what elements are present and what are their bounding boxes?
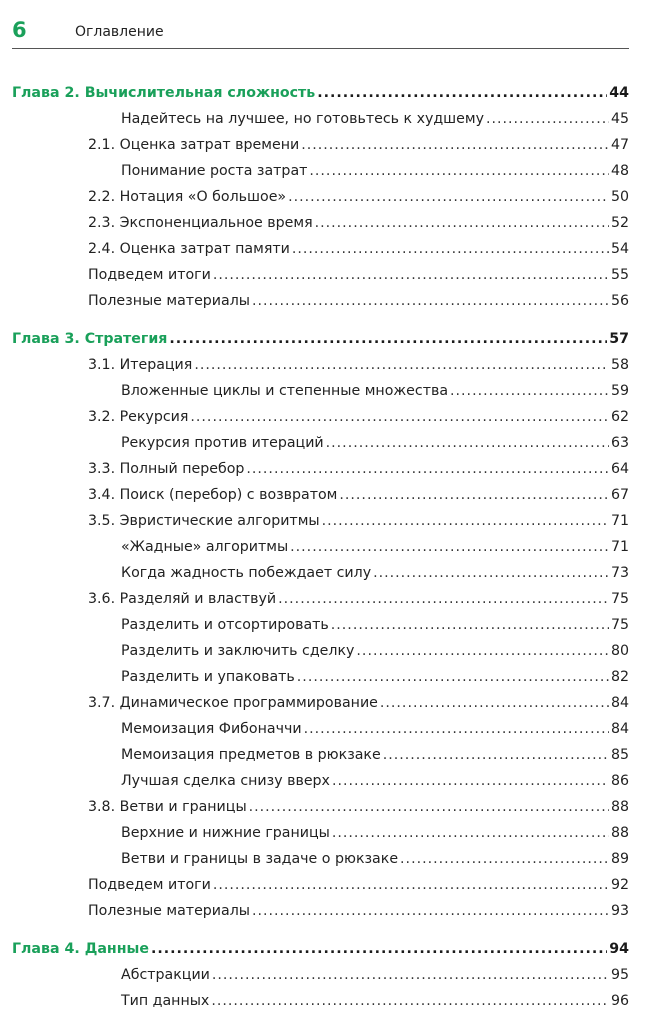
toc-entry-page: 92 [610,877,629,893]
toc-entry-title: Мемоизация предметов в рюкзаке [121,747,381,763]
dot-leader [400,851,609,867]
toc-entry[interactable] [88,591,629,613]
toc-entry-page: 82 [610,669,629,685]
toc-entry-title: Понимание роста затрат [121,163,308,179]
dot-leader [252,903,609,919]
toc-entry-title: Абстракции [121,967,210,983]
toc-entry-title: 3.7. Динамическое программирование [88,695,378,711]
toc-entry-page: 48 [610,163,629,179]
toc-entry[interactable] [121,539,629,561]
dot-leader [322,513,609,529]
dot-leader [309,163,609,179]
toc-entry[interactable] [121,967,629,989]
toc-entry-page: 71 [610,539,629,555]
toc-entry-page: 58 [610,357,629,373]
toc-entry-title: 3.8. Ветви и границы [88,799,247,815]
toc-entry-page: 96 [610,993,629,1009]
dot-leader [169,331,607,347]
toc-entry[interactable] [88,903,629,925]
dot-leader [326,435,609,451]
toc-entry-page: 85 [610,747,629,763]
dot-leader [331,617,609,633]
toc-entry[interactable] [121,747,629,769]
toc-entry[interactable] [88,189,629,211]
toc-entry[interactable] [88,409,629,431]
running-title: Оглавление [75,24,164,40]
dot-leader [332,825,609,841]
toc-entry-title: Глава 2. Вычислительная сложность [12,85,316,101]
dot-leader [213,267,609,283]
toc-entry-page: 50 [610,189,629,205]
page-number: 6 [12,18,27,42]
dot-leader [212,967,609,983]
toc-entry-title: Разделить и упаковать [121,669,295,685]
dot-leader [356,643,609,659]
toc-entry-title: Когда жадность побеждает силу [121,565,372,581]
toc-entry-title: 3.3. Полный перебор [88,461,245,477]
dot-leader [211,993,609,1009]
toc-entry[interactable] [121,773,629,795]
toc-entry-page: 62 [610,409,629,425]
dot-leader [339,487,609,503]
toc-entry-title: 3.6. Разделяй и властвуй [88,591,277,607]
toc-entry[interactable] [121,565,629,587]
toc-entry[interactable] [121,993,629,1015]
dot-leader [190,409,609,425]
toc-entry-page: 75 [610,617,629,633]
toc-entry-title: Вложенные циклы и степенные множества [121,383,449,399]
dot-leader [151,941,607,957]
toc-entry-page: 84 [610,695,629,711]
toc-entry-title: «Жадные» алгоритмы [121,539,289,555]
toc-entry-title: Глава 4. Данные [12,941,149,957]
toc-entry-title: Полезные материалы [88,293,250,309]
toc-entry-page: 88 [610,825,629,841]
toc-entry[interactable] [88,241,629,263]
toc-entry-title: Ветви и границы в задаче о рюкзаке [121,851,399,867]
toc-entry[interactable] [88,877,629,899]
toc-entry-page: 95 [610,967,629,983]
toc-entry-title: Полезные материалы [88,903,250,919]
toc-entry-page: 63 [610,435,629,451]
toc-entry[interactable] [121,111,629,133]
toc-entry-page: 64 [610,461,629,477]
toc-entry-title: 2.2. Нотация «О большое» [88,189,287,205]
toc-entry-page: 44 [609,85,629,101]
toc-entry-page: 55 [610,267,629,283]
toc-entry-title: Подведем итоги [88,877,211,893]
toc-entry-page: 67 [610,487,629,503]
toc-entry-page: 45 [610,111,629,127]
toc-entry-page: 80 [610,643,629,659]
dot-leader [332,773,609,789]
toc-entry-page: 86 [610,773,629,789]
dot-leader [450,383,609,399]
toc-entry-title: 3.5. Эвристические алгоритмы [88,513,320,529]
toc-entry-title: Разделить и отсортировать [121,617,329,633]
dot-leader [315,215,609,231]
dot-leader [288,189,609,205]
toc-entry-page: 94 [609,941,629,957]
toc-entry-page: 54 [610,241,629,257]
toc-entry-title: Разделить и заключить сделку [121,643,355,659]
toc-entry-title: Мемоизация Фибоначчи [121,721,302,737]
toc-entry-title: Верхние и нижние границы [121,825,330,841]
dot-leader [292,241,609,257]
dot-leader [380,695,609,711]
toc-entry-title: 3.2. Рекурсия [88,409,189,425]
toc-entry-page: 59 [610,383,629,399]
toc-entry[interactable] [121,617,629,639]
toc-entry[interactable] [121,435,629,457]
toc-entry-page: 56 [610,293,629,309]
page-header [12,20,629,49]
toc-entry-page: 57 [609,331,629,347]
toc-entry-page: 47 [610,137,629,153]
toc-entry-title: 2.4. Оценка затрат памяти [88,241,290,257]
toc-entry[interactable] [88,267,629,289]
toc-entry[interactable] [121,721,629,743]
toc-entry-page: 84 [610,721,629,737]
toc-chapter-entry[interactable] [12,85,629,107]
toc-entry-page: 73 [610,565,629,581]
toc-entry[interactable] [88,461,629,483]
toc-entry[interactable] [121,643,629,665]
dot-leader [278,591,609,607]
toc-entry[interactable] [88,695,629,717]
toc-chapter-entry[interactable] [12,941,629,963]
toc-entry[interactable] [88,487,629,509]
toc-entry-page: 75 [610,591,629,607]
toc-entry[interactable] [88,799,629,821]
toc-entry-title: 2.3. Экспоненциальное время [88,215,313,231]
toc-entry-title: Подведем итоги [88,267,211,283]
toc-entry-page: 88 [610,799,629,815]
dot-leader [383,747,609,763]
toc-entry-title: Тип данных [121,993,210,1009]
toc-entry[interactable] [121,163,629,185]
toc-entry-title: Рекурсия против итераций [121,435,324,451]
toc-entry-page: 71 [610,513,629,529]
toc-entry[interactable] [121,383,629,405]
dot-leader [194,357,609,373]
toc-entry[interactable] [88,215,629,237]
dot-leader [252,293,609,309]
toc-entry-title: Лучшая сделка снизу вверх [121,773,330,789]
dot-leader [246,461,609,477]
toc-entry-title: Глава 3. Стратегия [12,331,168,347]
dot-leader [213,877,609,893]
toc-entry-title: 3.1. Итерация [88,357,193,373]
toc-entry[interactable] [88,513,629,535]
toc-entry-page: 89 [610,851,629,867]
toc-entry[interactable] [121,825,629,847]
toc-entry-title: 2.1. Оценка затрат времени [88,137,300,153]
dot-leader [249,799,609,815]
dot-leader [373,565,609,581]
toc-entry-page: 93 [610,903,629,919]
dot-leader [301,137,609,153]
toc-entry[interactable] [88,357,629,379]
toc-entry-title: 3.4. Поиск (перебор) с возвратом [88,487,338,503]
toc-entry[interactable] [121,669,629,691]
dot-leader [317,85,607,101]
dot-leader [297,669,609,685]
toc-entry-page: 52 [610,215,629,231]
toc-chapter-entry[interactable] [12,331,629,353]
toc-entry[interactable] [121,851,629,873]
toc-entry[interactable] [88,137,629,159]
toc-entry-title: Надейтесь на лучшее, но готовьтесь к худшему [121,111,484,127]
dot-leader [304,721,609,737]
toc-entry[interactable] [88,293,629,315]
dot-leader [290,539,609,555]
dot-leader [486,111,609,127]
